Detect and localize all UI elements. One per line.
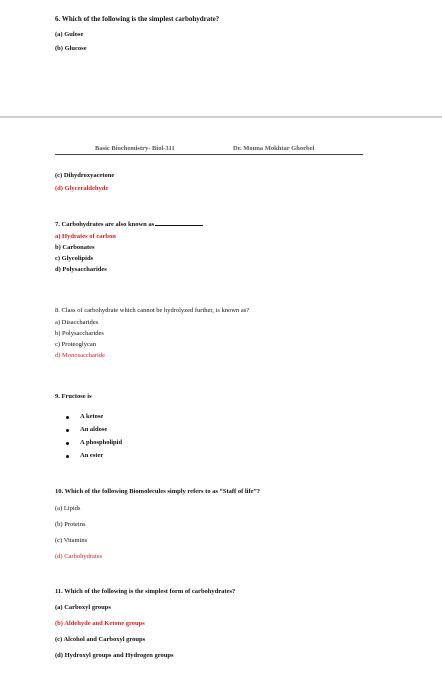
q7-blank <box>155 225 203 226</box>
bullet-icon <box>66 429 69 432</box>
q7-option-a-answer: a) Hydrates of carbon <box>55 233 116 240</box>
bullet-icon <box>66 416 69 419</box>
q6-option-b: (b) Glucose <box>55 45 87 52</box>
q9-question: 9. Fructose is <box>55 393 92 400</box>
q8-option-a: a) Disaccharides <box>55 319 99 326</box>
q7-option-d: d) Polysaccharides <box>55 266 107 273</box>
page-break <box>0 116 442 118</box>
q9-option-4: An ester <box>80 452 104 459</box>
q10-option-d-answer: (d) Carbohydrates <box>55 553 103 560</box>
q8-question: 8. Class of carbohydrate which cannot be hydrolyzed further, is known as? <box>55 307 250 314</box>
q11-option-a: (a) Carboxyl groups <box>55 604 111 611</box>
q7-question-text: 7. Carbohydrates are also known as <box>55 221 155 228</box>
q7-option-b: b) Carbonates <box>55 244 95 251</box>
q9-option-3: A phospholipid <box>80 439 123 446</box>
q8-option-c: c) Proteoglycan <box>55 341 96 348</box>
q10-option-c: (c) Vitamins <box>55 537 88 544</box>
q7-option-c: c) Glycolipids <box>55 255 94 262</box>
q11-question: 11. Which of the following is the simplest form of carbohydrates? <box>55 588 236 595</box>
q8-option-d-answer: d) Monosaccharide <box>55 352 105 359</box>
q8-option-b: b) Polysaccharides <box>55 330 104 337</box>
bullet-icon <box>66 442 69 445</box>
q11-option-b-answer: (b) Aldehyde and Ketone groups <box>55 620 145 627</box>
q10-option-a: (a) Lipids <box>55 505 81 512</box>
header-instructor: Dr. Mouna Mokhtar Ghorbel <box>233 145 315 152</box>
q9-option-2: An aldose <box>80 426 108 433</box>
q11-option-d: (d) Hydroxyl groups and Hydrogen groups <box>55 652 174 659</box>
q9-option-1: A ketose <box>80 413 104 420</box>
header-rule <box>55 154 363 155</box>
q11-option-c: (c) Alcohol and Carboxyl groups <box>55 636 146 643</box>
q6-question: 6. Which of the following is the simplest carbohydrate? <box>55 15 220 23</box>
q6-option-a: (a) Gulose <box>55 31 84 38</box>
q6-option-c: (c) Dihydroxyacetone <box>55 172 115 179</box>
q10-question: 10. Which of the following Biomolecules simply refers to as “Staff of life”? <box>55 488 261 495</box>
q7-question <box>55 221 203 228</box>
header-course: Basic Biochemistry- Biol-311 <box>95 145 175 152</box>
bullet-icon <box>66 455 69 458</box>
q6-option-d-answer: (d) Glyceraldehyde <box>55 185 109 192</box>
q10-option-b: (b) Proteins <box>55 521 86 528</box>
